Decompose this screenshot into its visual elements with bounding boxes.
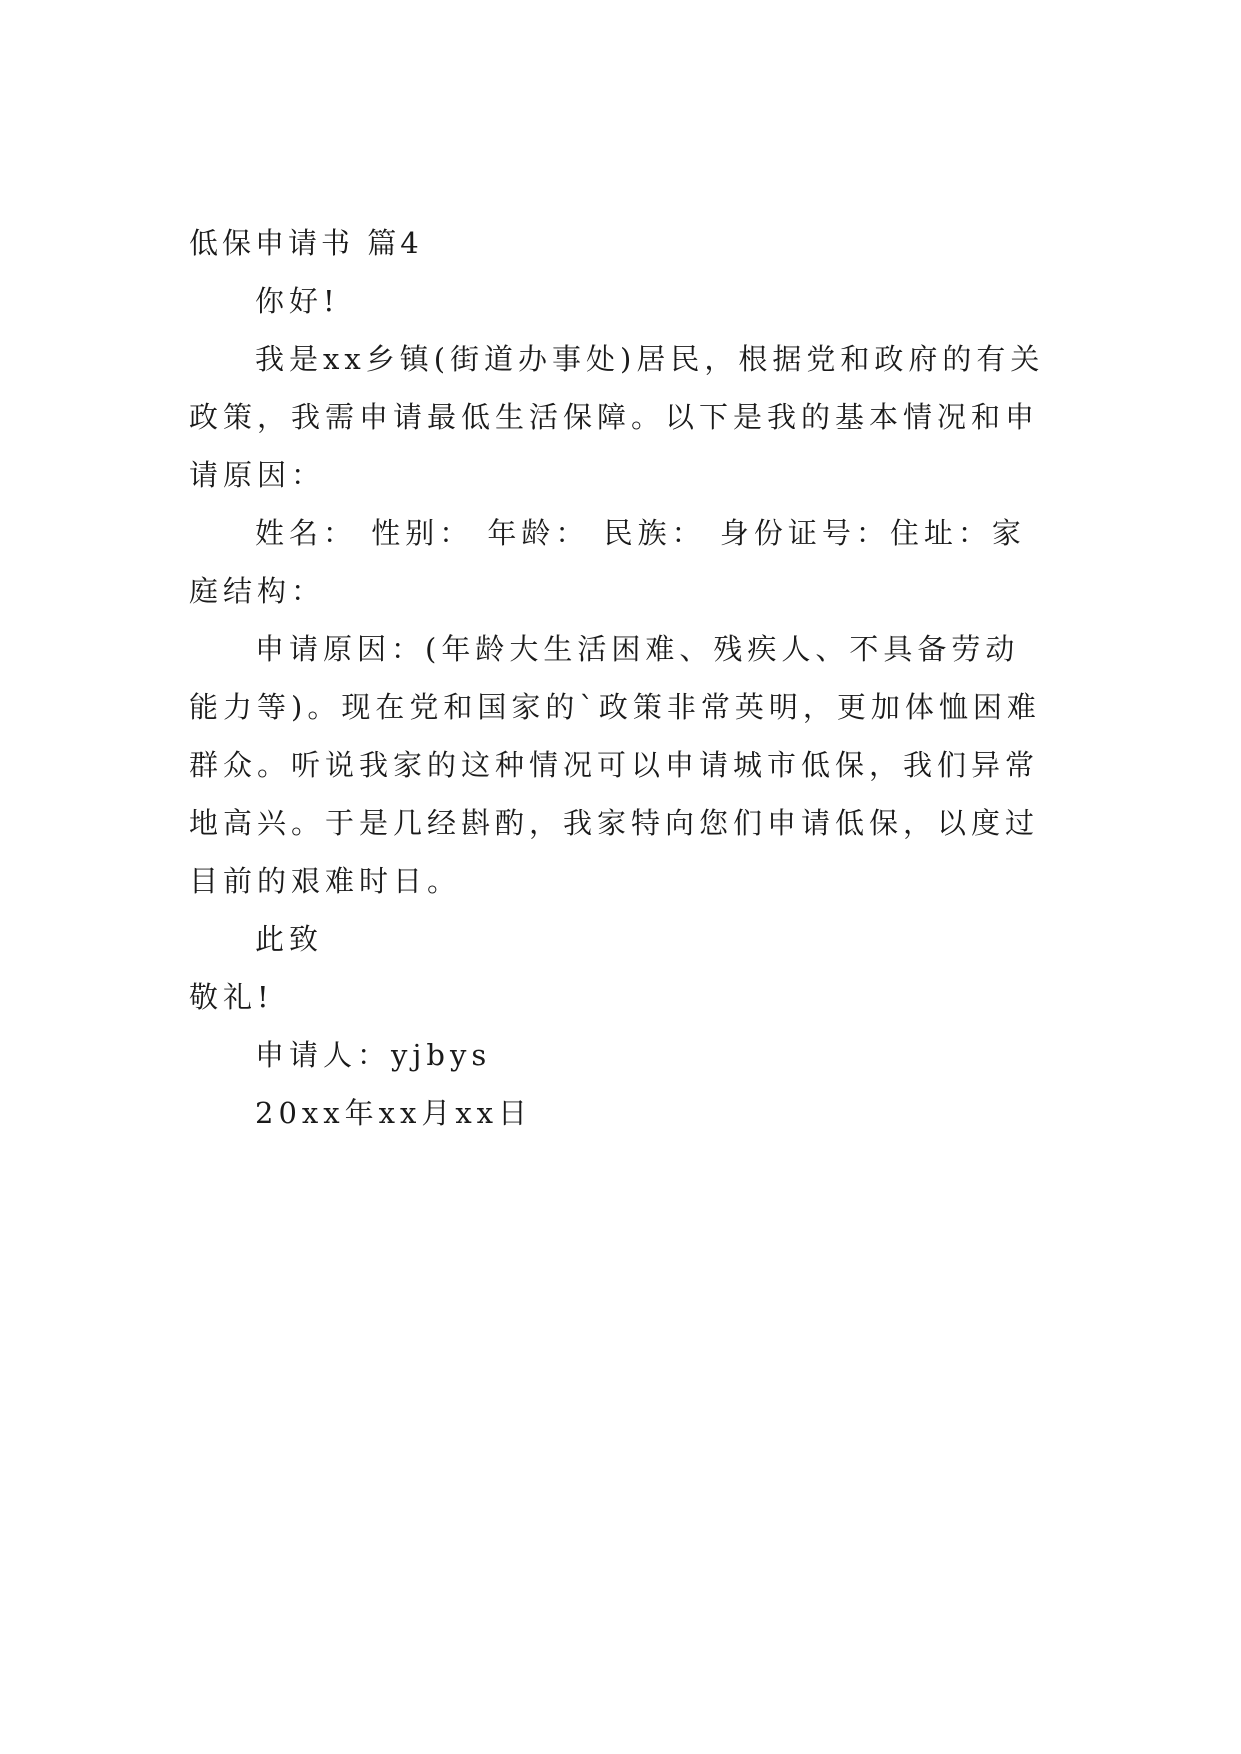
reason-paragraph: 申请原因：(年龄大生活困难、残疾人、不具备劳动能力等)。现在党和国家的`政策非常英明，更加体恤困难群众。听说我家的这种情况可以申请城市低保，我们异常地高兴。于是几经斟酌，我家特向您们申请低保，以度过目前的艰难时日。 — [189, 632, 1041, 898]
basic-info-paragraph: 姓名： 性别： 年龄： 民族： 身份证号：住址：家庭结构： — [189, 516, 1026, 608]
intro-paragraph: 我是xx乡镇(街道办事处)居民，根据党和政府的有关政策，我需申请最低生活保障。以下是我的基本情况和申请原因： — [189, 342, 1045, 492]
document-body — [189, 214, 1049, 1142]
document-date: 20xx年xx月xx日 — [255, 1096, 533, 1130]
applicant-signature: 申请人：yjbys — [255, 1038, 492, 1072]
greeting: 你好! — [255, 284, 340, 318]
document-title: 低保申请书 篇4 — [189, 226, 423, 260]
closing-regards: 敬礼! — [189, 980, 274, 1014]
closing-salutation: 此致 — [255, 922, 324, 956]
